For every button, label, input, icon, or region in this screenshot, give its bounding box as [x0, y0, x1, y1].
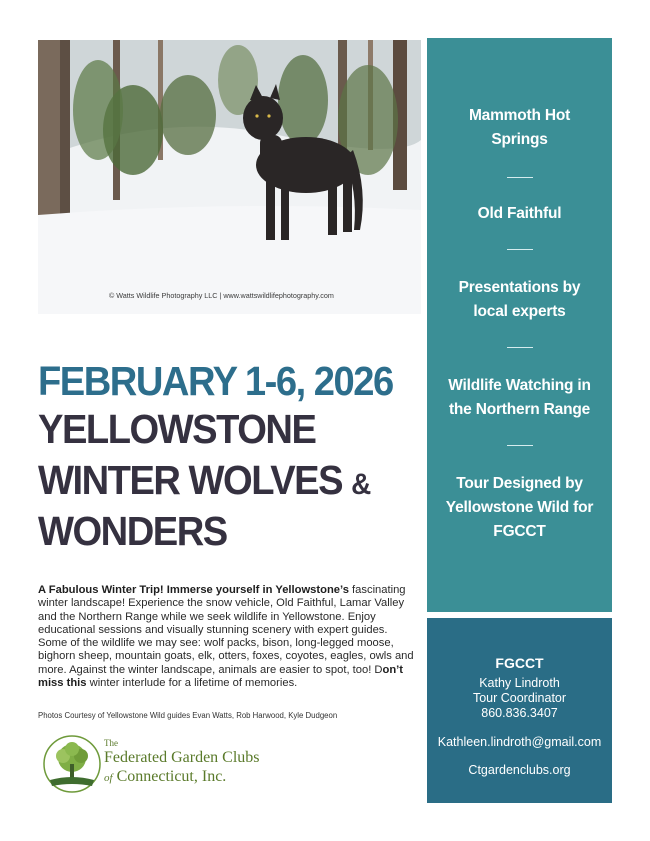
description-tail: winter interlude for a lifetime of memories.	[86, 677, 298, 690]
contact-email[interactable]: Kathleen.lindroth@gmail.com	[437, 735, 602, 749]
description-closing: on’t miss this	[38, 663, 404, 690]
divider	[507, 347, 533, 348]
wolf-photo-image	[38, 40, 421, 314]
logo-line-1: Federated Garden Clubs	[104, 749, 260, 766]
description-lead: A Fabulous Winter Trip! Immerse yourself in Yellowstone’s	[38, 584, 349, 596]
logo-connecticut: Connecticut, Inc.	[116, 768, 227, 785]
highlight-wildlife-watching	[427, 374, 612, 422]
divider	[507, 249, 533, 250]
title-wolves: WINTER WOLVES	[38, 457, 343, 503]
highlight-line: Presentations by	[458, 279, 581, 296]
trip-description	[38, 584, 416, 690]
highlight-presentations	[427, 276, 612, 324]
divider	[507, 177, 533, 178]
contact-org: FGCCT	[495, 655, 544, 671]
highlight-line: Yellowstone Wild for	[445, 499, 594, 516]
logo-of: of	[104, 772, 113, 784]
highlight-line: Wildlife Watching in	[448, 377, 591, 394]
title-line-2	[38, 457, 370, 504]
highlights-sidebar	[427, 38, 612, 612]
contact-name: Kathy Lindroth	[479, 676, 560, 690]
highlight-line: FGCCT	[493, 523, 546, 540]
contact-website[interactable]: Ctgardenclubs.org	[468, 763, 571, 777]
title-line-1: YELLOWSTONE	[38, 406, 316, 452]
photo-credit: © Watts Wildlife Photography LLC | www.wattswildlifephotography.com	[109, 291, 334, 300]
fgcc-tree-logo-icon	[42, 734, 102, 794]
highlight-line: Tour Designed by	[456, 475, 583, 492]
logo-the: The	[104, 738, 118, 748]
contact-role: Tour Coordinator	[472, 691, 567, 705]
photo-courtesy: Photos Courtesy of Yellowstone Wild guides Evan Watts, Rob Harwood, Kyle Dudgeon	[38, 711, 338, 720]
highlight-line: Old Faithful	[477, 205, 562, 222]
description-text: fascinating winter landscape! Experience the snow vehicle, Old Faithful, Lamar Valley and the Northern Range while we seek wildlife in Yellowstone. Enjoy educational sessions and visually stunning scenery with expert guides. Some of the wildlife we may see: wolf packs, bison, long-legged moose, bighorn sheep, mountain goats, elk, otters, foxes, coyotes, eagles, owls and more. Against the winter landscape, animals are easier to spot, too! D	[38, 584, 414, 676]
contact-box	[427, 618, 612, 803]
wolf-photo	[38, 40, 421, 314]
highlight-line: Springs	[491, 131, 548, 148]
highlight-line: the Northern Range	[448, 401, 591, 418]
title-ampersand: &	[351, 468, 370, 501]
event-date-heading: FEBRUARY 1-6, 2026	[38, 358, 393, 404]
highlight-line: local experts	[473, 303, 566, 320]
divider	[507, 445, 533, 446]
contact-phone: 860.836.3407	[481, 706, 558, 720]
highlight-mammoth-hot-springs	[427, 104, 612, 152]
title-line-3: WONDERS	[38, 508, 227, 554]
highlight-line: Mammoth Hot	[468, 107, 571, 124]
highlight-tour-designed	[427, 472, 612, 544]
highlight-old-faithful	[427, 202, 612, 226]
logo-line-2	[104, 768, 226, 786]
